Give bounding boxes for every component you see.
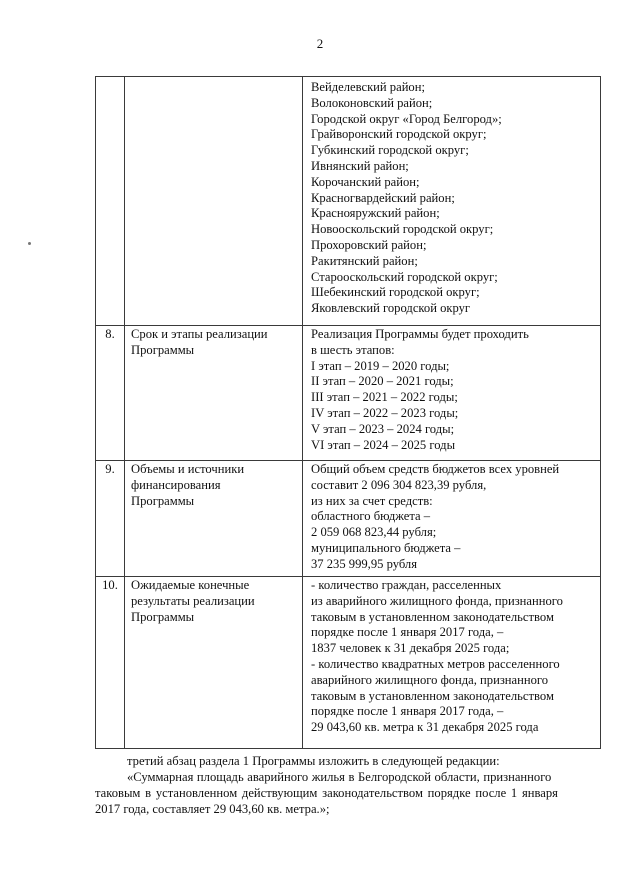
district-item: Краснояружский район; (311, 206, 440, 221)
district-item: Новооскольский городской округ; (311, 222, 494, 237)
row-value-line: 1837 человек к 31 декабря 2025 года; (311, 641, 510, 656)
row-value-line: из аварийного жилищного фонда, признанного (311, 593, 563, 608)
row-number: 8. (96, 326, 125, 461)
row-value-line: в шесть этапов: (311, 342, 395, 357)
row-value-line: Общий объем средств бюджетов всех уровней (311, 462, 560, 476)
row-value-line: таковым в установленном законодательством (311, 609, 554, 624)
row-value-line: из них за счет средств: (311, 493, 433, 508)
district-item: Ракитянский район; (311, 253, 418, 268)
district-item: Корочанский район; (311, 174, 420, 189)
row-value-line: порядке после 1 января 2017 года, – (311, 704, 504, 719)
program-passport-table (95, 76, 601, 749)
table-row-10 (96, 577, 601, 749)
margin-dot (28, 242, 31, 245)
row-value-line: VI этап – 2024 – 2025 годы (311, 437, 456, 452)
row-value-line: областного бюджета – (311, 509, 431, 524)
page-number: 2 (316, 36, 324, 51)
row-title-line: Программы (131, 342, 195, 357)
row-title-line: Срок и этапы реализации (131, 327, 268, 341)
row-value-line: порядке после 1 января 2017 года, – (311, 625, 504, 640)
row-value-line: I этап – 2019 – 2020 годы; (311, 358, 450, 373)
district-item: Грайворонский городской округ; (311, 127, 487, 142)
district-item: Городской округ «Город Белгород»; (311, 111, 502, 126)
row-value-line: 2 059 068 823,44 рубля; (311, 525, 437, 540)
district-item: Ивнянский район; (311, 158, 409, 173)
table-row-8 (96, 326, 601, 461)
row-title (125, 577, 303, 749)
row-value-line: 29 043,60 кв. метра к 31 декабря 2025 года (311, 720, 539, 735)
row-value-line: - количество квадратных метров расселенного (311, 656, 560, 671)
district-item: Старооскольский городской округ; (311, 269, 498, 284)
row-value-line: муниципального бюджета – (311, 540, 461, 555)
row-value-line: таковым в установленном законодательством (311, 688, 554, 703)
row-value (303, 326, 601, 461)
row-value (303, 577, 601, 749)
table-row-9 (96, 461, 601, 577)
quote-line: таковым в установленном действующим законодательством порядке после 1 января (95, 786, 558, 800)
district-item: Прохоровский район; (311, 237, 427, 252)
district-item: Шебекинский городской округ; (311, 285, 480, 300)
quote-line: 2017 года, составляет 29 043,60 кв. метра.»; (95, 802, 330, 816)
row-value-line: составит 2 096 304 823,39 рубля, (311, 477, 487, 492)
row-value (303, 461, 601, 577)
row-value-line: - количество граждан, расселенных (311, 578, 502, 592)
row-title-line: Ожидаемые конечные (131, 578, 250, 592)
row-title-line: Программы (131, 493, 195, 508)
district-item: Волоконовский район; (311, 95, 433, 110)
amendment-quote-paragraph (95, 769, 600, 817)
row-title-line: результаты реализации (131, 593, 255, 608)
district-item: Яковлевский городской округ (311, 301, 471, 316)
districts-list (303, 77, 601, 326)
row-value-line: IV этап – 2022 – 2023 годы; (311, 405, 459, 420)
row-number-cell (96, 77, 125, 326)
row-title-line: финансирования (131, 477, 221, 492)
district-item: Вейделевский район; (311, 80, 425, 94)
row-title-line: Программы (131, 609, 195, 624)
row-number: 10. (96, 577, 125, 749)
row-title-line: Объемы и источники (131, 462, 245, 476)
row-value-line: аварийного жилищного фонда, признанного (311, 672, 549, 687)
quote-line: «Суммарная площадь аварийного жилья в Белгородской области, признанного (127, 770, 552, 784)
row-value-line: Реализация Программы будет проходить (311, 327, 529, 341)
row-value-line: V этап – 2023 – 2024 годы; (311, 421, 455, 436)
row-value-line: II этап – 2020 – 2021 годы; (311, 374, 454, 389)
district-item: Красногвардейский район; (311, 190, 455, 205)
district-item: Губкинский городской округ; (311, 143, 469, 158)
row-title (125, 326, 303, 461)
table-row-districts (96, 77, 601, 326)
row-value-line: III этап – 2021 – 2022 годы; (311, 390, 458, 405)
row-value-line: 37 235 999,95 рубля (311, 556, 417, 571)
row-number: 9. (96, 461, 125, 577)
row-title (125, 461, 303, 577)
row-name-cell (125, 77, 303, 326)
amendment-intro-paragraph: третий абзац раздела 1 Программы изложить в следующей редакции: (127, 754, 500, 768)
